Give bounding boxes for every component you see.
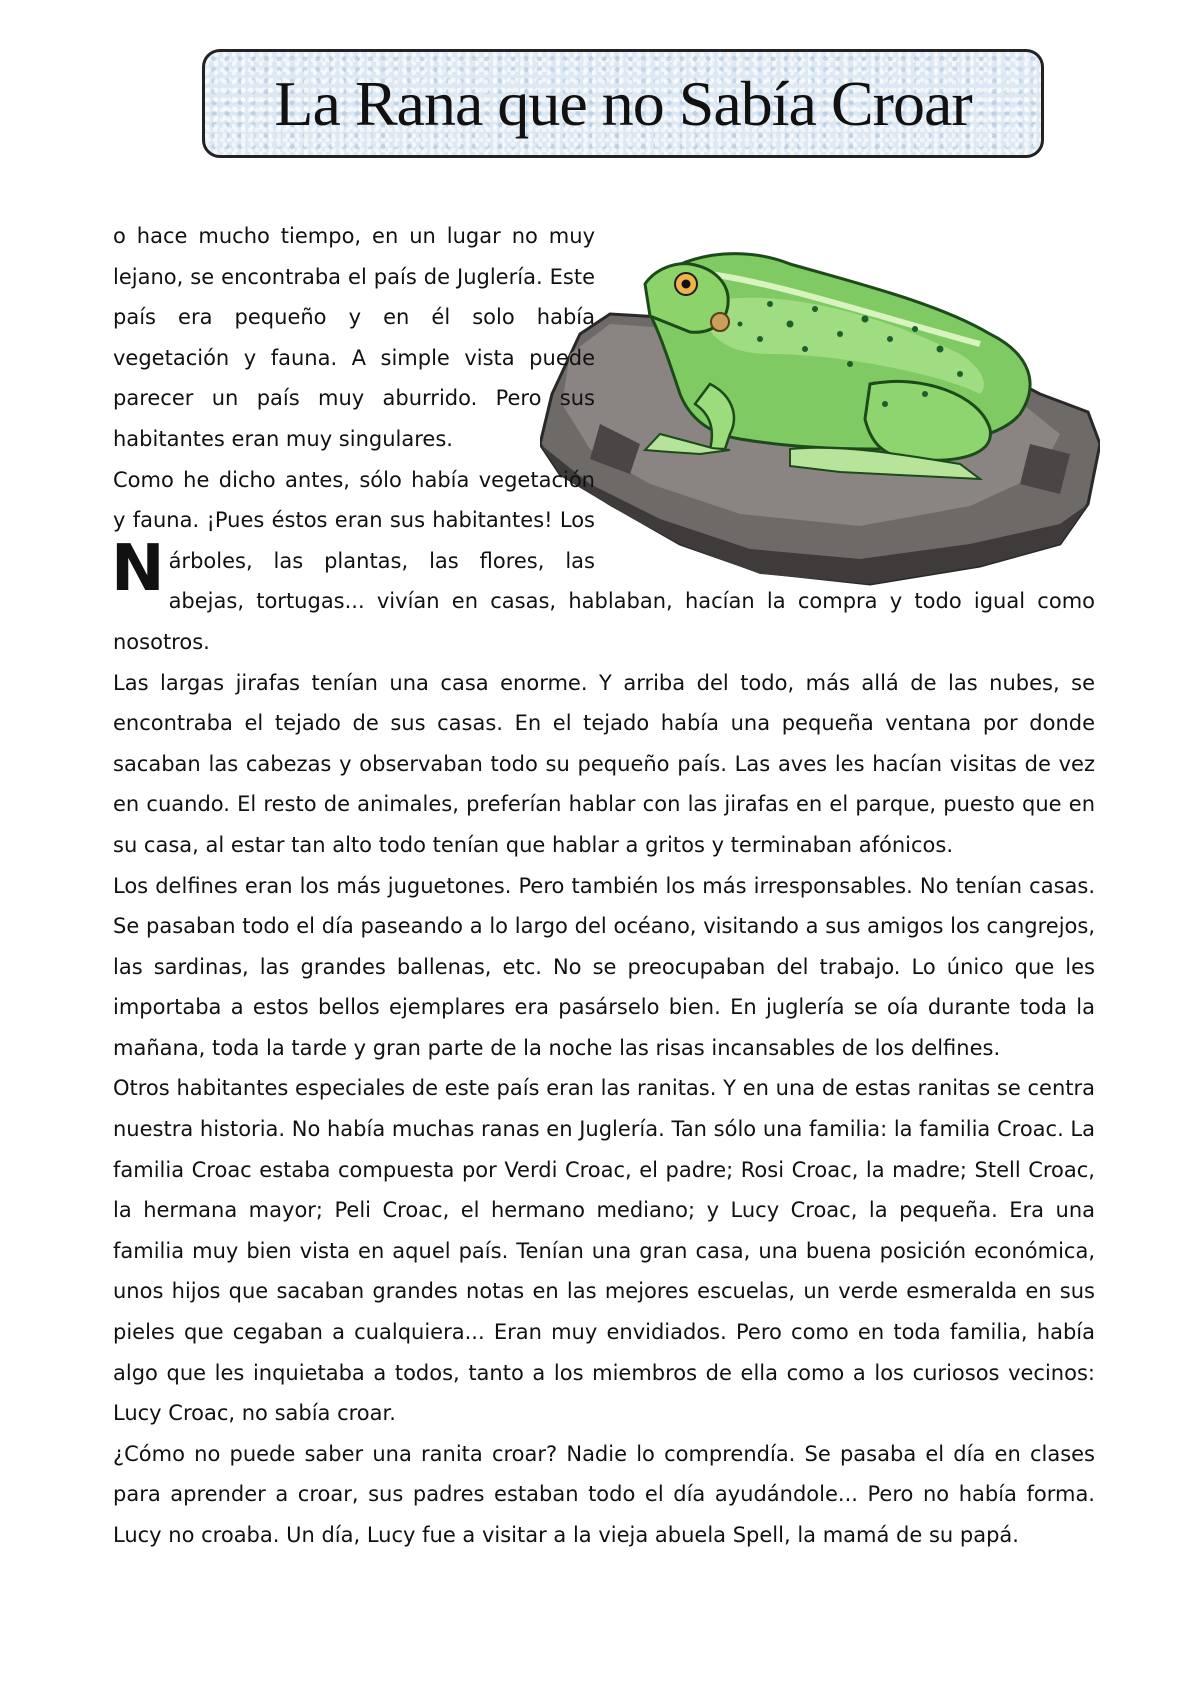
- drop-cap: N: [111, 532, 165, 606]
- story-text: [113, 216, 1095, 1556]
- paragraph-2: Como he dicho antes, sólo había vegetación y fauna. ¡Pues éstos eran sus habitantes! Los árboles, las plantas, las flores, las abejas, tortugas... vivían en casas, hablaban, hacían la compra y todo igual como nosotros.: [113, 467, 1095, 654]
- paragraph-3: Las largas jirafas tenían una casa enorme. Y arriba del todo, más allá de las nubes, se encontraba el tejado de sus casas. En el tejado había una pequeña ventana por donde sacaban las cabezas y observaban todo su pequeño país. Las aves les hacían visitas de vez en cuando. El resto de animales, preferían hablar con las jirafas en el parque, puesto que en su casa, al estar tan alto todo tenían que hablar a gritos y terminaban afónicos.: [113, 670, 1095, 857]
- paragraph-5: Otros habitantes especiales de este país eran las ranitas. Y en una de estas ranitas se centra nuestra historia. No había muchas ranas en Juglería. Tan sólo una familia: la familia Croac. La familia Croac estaba compuesta por Verdi Croac, el padre; Rosi Croac, la madre; Stell Croac, la hermana mayor; Peli Croac, el hermano mediano; y Lucy Croac, la pequeña. Era una familia muy bien vista en aquel país. Tenían una gran casa, una buena posición económica, unos hijos que sacaban grandes notas en las mejores escuelas, un verde esmeralda en sus pieles que cegaban a cualquiera... Eran muy envidiados. Pero como en toda familia, había algo que les inquietaba a todos, tanto a los miembros de ella como a los curiosos vecinos: Lucy Croac, no sabía croar.: [113, 1076, 1095, 1426]
- page-title: La Rana que no Sabía Croar: [274, 67, 972, 139]
- paragraph-1: N o hace mucho tiempo, en un lugar no muy lejano, se encontraba el país de Juglería. Este país era pequeño y en él solo había vegetación y fauna. A simple vista puede parecer un país muy aburrido. Pero sus habitantes eran muy singulares.: [111, 224, 595, 606]
- paragraph-6: ¿Cómo no puede saber una ranita croar? Nadie lo comprendía. Se pasaba el día en clases para aprender a croar, sus padres estaban todo el día ayudándole... Pero no había forma. Lucy no croaba. Un día, Lucy fue a visitar a la vieja abuela Spell, la mamá de su papá.: [113, 1441, 1095, 1547]
- title-banner: [202, 49, 1044, 158]
- paragraph-4: Los delfines eran los más juguetones. Pero también los más irresponsables. No tenían casas. Se pasaban todo el día paseando a lo largo del océano, visitando a sus amigos los cangrejos, las sardinas, las grandes ballenas, etc. No se preocupaban del trabajo. Lo único que les importaba a estos bellos ejemplares era pasárselo bien. En juglería se oía durante toda la mañana, toda la tarde y gran parte de la noche las risas incansables de los delfines.: [113, 873, 1095, 1060]
